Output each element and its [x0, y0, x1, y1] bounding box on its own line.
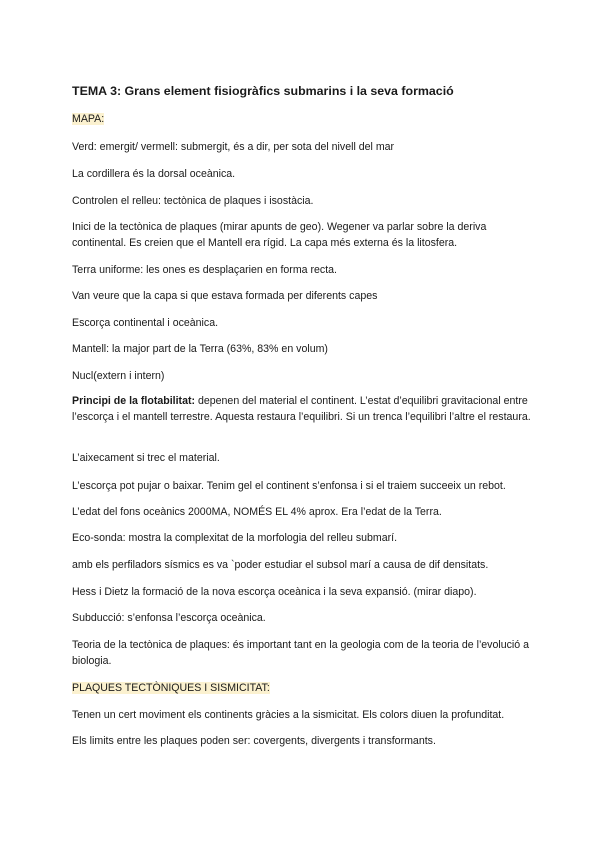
paragraph: Hess i Dietz la formació de la nova escorça oceànica i la seva expansió. (mirar diapo).: [72, 586, 477, 598]
paragraph: Teoria de la tectònica de plaques: és important tant en la geologia com de la teoria de l’evolució a biologia.: [72, 639, 529, 667]
paragraph-text: depenen del material el continent. L’estat d’equilibri gravitacional entre l’escorça i el mantell terrestre. Aquesta restaura l’equilibri. Si un trenca l’equilibri l’altre el restaura.: [72, 395, 531, 423]
paragraph: La cordillera és la dorsal oceànica.: [72, 168, 236, 180]
paragraph: Eco-sonda: mostra la complexitat de la morfologia del relleu submarí.: [72, 532, 398, 544]
paragraph: Inici de la tectònica de plaques (mirar apunts de geo). Wegener va parlar sobre la deriva continental. Es creien que el Mantell era rígid. La capa més externa és la litosfera.: [72, 221, 487, 249]
paragraph: Controlen el relleu: tectònica de plaques i isostàcia.: [72, 195, 314, 207]
paragraph: amb els perfiladors sísmics es va `poder estudiar el subsol marí a causa de dif densitats.: [72, 559, 489, 571]
highlighted-heading: MAPA:: [72, 113, 105, 125]
paragraph: Tenen un cert moviment els continents gràcies a la sismicitat. Els colors diuen la profunditat.: [72, 709, 505, 721]
paragraph: Els limits entre les plaques poden ser: covergents, divergents i transformants.: [72, 735, 436, 747]
highlighted-heading: PLAQUES TECTÒNIQUES I SISMICITAT:: [72, 682, 270, 694]
paragraph: Escorça continental i oceànica.: [72, 317, 219, 329]
paragraph: Verd: emergit/ vermell: submergit, és a dir, per sota del nivell del mar: [72, 141, 395, 153]
paragraph: L’aixecament si trec el material.: [72, 452, 220, 464]
paragraph: L’edat del fons oceànics 2000MA, NOMÉS EL 4% aprox. Era l’edat de la Terra.: [72, 506, 442, 518]
document-title: TEMA 3: Grans element fisiogràfics submarins i la seva formació: [72, 84, 454, 98]
paragraph: Nucl(extern i intern): [72, 370, 165, 382]
paragraph: Subducció: s’enfonsa l’escorça oceànica.: [72, 612, 266, 624]
paragraph: Van veure que la capa si que estava formada per diferents capes: [72, 290, 378, 302]
paragraph: Mantell: la major part de la Terra (63%, 83% en volum): [72, 343, 328, 355]
bold-term: Principi de la flotabilitat:: [72, 395, 196, 407]
paragraph: Terra uniforme: les ones es desplaçarien en forma recta.: [72, 264, 337, 276]
section-heading-mapa: [72, 111, 532, 127]
paragraph-flotabilitat: [72, 393, 532, 425]
section-heading-plaques: [72, 680, 532, 696]
paragraph: L’escorça pot pujar o baixar. Tenim gel el continent s’enfonsa i si el traiem succeeix un rebot.: [72, 480, 506, 492]
